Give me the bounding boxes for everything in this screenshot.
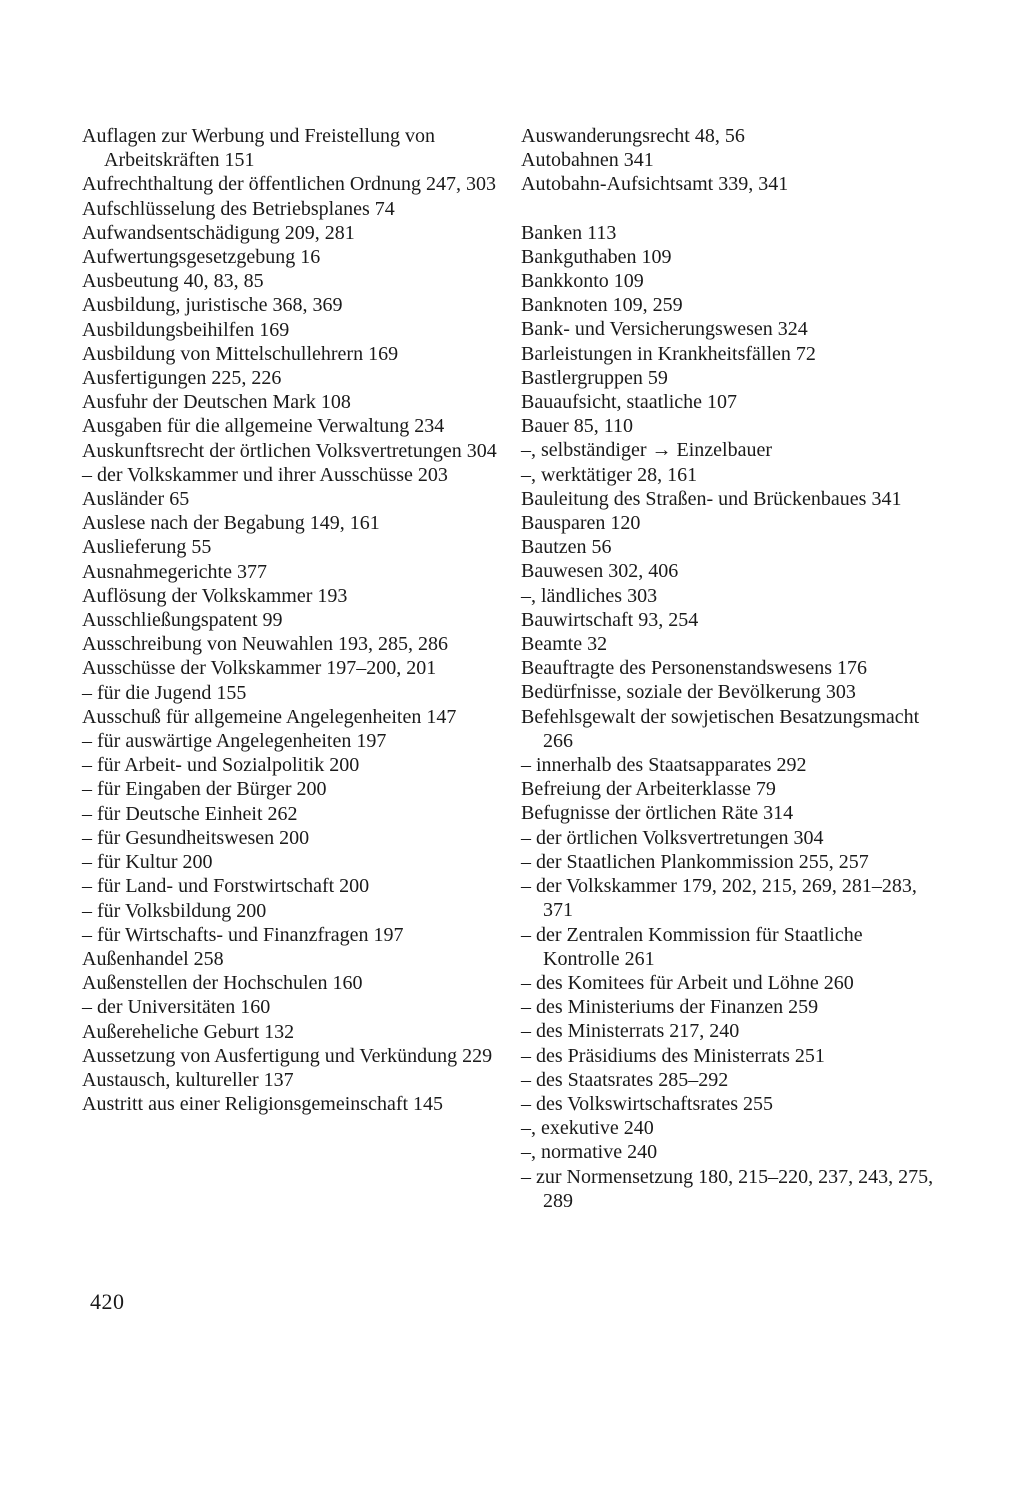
index-entry: Austritt aus einer Religionsgemeinschaft 145 <box>82 1093 444 1116</box>
index-entry: Bauer 85, 110 <box>521 415 634 438</box>
index-entry: Außenhandel 258 <box>82 947 224 970</box>
index-entry: – des Präsidiums des Ministerrats 251 <box>521 1044 825 1067</box>
index-entry: – des Staatsrates 285–292 <box>521 1068 729 1091</box>
index-entry: – für Land- und Forstwirtschaft 200 <box>82 875 370 898</box>
index-entry: –, selbständiger → Einzelbauer <box>521 439 773 462</box>
index-entry: Ausschüsse der Volkskammer 197–200, 201 <box>82 657 437 680</box>
index-entry: Bank- und Versicherungswesen 324 <box>521 318 808 341</box>
index-entry: – der Volkskammer 179, 202, 215, 269, 281–283, 371 <box>521 875 917 922</box>
index-entry: – der Universitäten 160 <box>82 996 271 1019</box>
index-column-left <box>82 124 502 1116</box>
index-entry: Autobahnen 341 <box>521 149 654 172</box>
index-entry: Ausbildung von Mittelschullehrern 169 <box>82 342 399 365</box>
index-entry: – der Zentralen Kommission für Staatliche Kontrolle 261 <box>521 923 863 970</box>
index-entry: Befreiung der Arbeiterklasse 79 <box>521 778 776 801</box>
index-entry: – für Volksbildung 200 <box>82 899 267 922</box>
index-entry: – für auswärtige Angelegenheiten 197 <box>82 730 387 753</box>
index-entry: – des Ministerrats 217, 240 <box>521 1020 740 1043</box>
index-entry: Ausschreibung von Neuwahlen 193, 285, 286 <box>82 633 449 656</box>
index-entry: Bastlergruppen 59 <box>521 366 668 389</box>
index-entry: – für Gesundheitswesen 200 <box>82 826 310 849</box>
index-entry: Bauleitung des Straßen- und Brückenbaues 341 <box>521 487 902 510</box>
index-entry: Bankguthaben 109 <box>521 245 672 268</box>
index-entry: Aufschlüsselung des Betriebsplanes 74 <box>82 197 395 220</box>
page-number: 420 <box>90 1289 125 1314</box>
index-entry: Ausbildungsbeihilfen 169 <box>82 318 290 341</box>
index-entry: Barleistungen in Krankheitsfällen 72 <box>521 342 816 365</box>
index-entry: – zur Normensetzung 180, 215–220, 237, 243, 275, 289 <box>521 1165 934 1212</box>
index-entry: – für Wirtschafts- und Finanzfragen 197 <box>82 923 404 946</box>
index-entry: Bausparen 120 <box>521 512 641 535</box>
index-entry: Austausch, kultureller 137 <box>82 1068 294 1091</box>
index-entry: Auslieferung 55 <box>82 536 212 559</box>
index-entry: – für Arbeit- und Sozialpolitik 200 <box>82 754 360 777</box>
index-entry: – des Volkswirtschaftsrates 255 <box>521 1092 774 1115</box>
index-column-right <box>521 124 941 1213</box>
index-entry: Ausfuhr der Deutschen Mark 108 <box>82 391 351 414</box>
index-entry: Auskunftsrecht der örtlichen Volksvertretungen 304 <box>82 439 497 462</box>
index-entry: Bauwirtschaft 93, 254 <box>521 608 699 631</box>
index-entry: – des Ministeriums der Finanzen 259 <box>521 996 819 1019</box>
index-entry: Ausschuß für allgemeine Angelegenheiten 147 <box>82 705 457 728</box>
index-entry: Beamte 32 <box>521 633 608 656</box>
index-entry: Bankkonto 109 <box>521 270 644 293</box>
index-entry: Bauaufsicht, staatliche 107 <box>521 391 738 414</box>
index-entry: – für Deutsche Einheit 262 <box>82 802 298 825</box>
index-entry: –, ländliches 303 <box>521 584 658 607</box>
index-entry: Bauwesen 302, 406 <box>521 560 679 583</box>
index-entry: Banken 113 <box>521 221 617 244</box>
index-entry: Auflagen zur Werbung und Freistellung von Arbeitskräften 151 <box>82 125 435 172</box>
index-entry: Banknoten 109, 259 <box>521 294 683 317</box>
index-entry: –, exekutive 240 <box>521 1117 654 1140</box>
index-entry: – der örtlichen Volksvertretungen 304 <box>521 826 824 849</box>
index-entry: – der Staatlichen Plankommission 255, 257 <box>521 850 869 873</box>
index-entry: Auswanderungsrecht 48, 56 <box>521 125 745 147</box>
index-entry: Auslese nach der Begabung 149, 161 <box>82 512 380 535</box>
index-entry: – des Komitees für Arbeit und Löhne 260 <box>521 971 854 994</box>
index-entry: Ausgaben für die allgemeine Verwaltung 234 <box>82 415 445 438</box>
index-entry: – innerhalb des Staatsapparates 292 <box>521 754 807 777</box>
index-entry: Aufrechthaltung der öffentlichen Ordnung 247, 303 <box>82 173 496 196</box>
index-entry: Beauftragte des Personenstandswesens 176 <box>521 657 868 680</box>
index-entry: Aufwertungsgesetzgebung 16 <box>82 246 321 269</box>
index-entry: Außereheliche Geburt 132 <box>82 1020 295 1043</box>
index-entry: Ausnahmegerichte 377 <box>82 560 267 583</box>
index-entry: Ausbeutung 40, 83, 85 <box>82 270 264 293</box>
index-entry: Auflösung der Volkskammer 193 <box>82 584 348 607</box>
index-entry: Befehlsgewalt der sowjetischen Besatzungsmacht 266 <box>521 705 920 752</box>
index-entry: Befugnisse der örtlichen Räte 314 <box>521 802 794 825</box>
index-entry: –, werktätiger 28, 161 <box>521 463 698 486</box>
index-entry: Bautzen 56 <box>521 536 612 559</box>
index-entry: Ausbildung, juristische 368, 369 <box>82 294 343 317</box>
index-entry: Aufwandsentschädigung 209, 281 <box>82 221 355 244</box>
index-entry: – für Eingaben der Bürger 200 <box>82 778 327 801</box>
index-entry: Aussetzung von Ausfertigung und Verkündung 229 <box>82 1044 493 1067</box>
index-entry: –, normative 240 <box>521 1141 658 1164</box>
index-entry: – für Kultur 200 <box>82 851 213 874</box>
index-entry: Bedürfnisse, soziale der Bevölkerung 303 <box>521 681 856 704</box>
index-entry: – für die Jugend 155 <box>82 681 247 704</box>
index-entry: – der Volkskammer und ihrer Ausschüsse 203 <box>82 463 448 486</box>
index-entry: Ausschließungspatent 99 <box>82 609 283 632</box>
index-entry: Ausländer 65 <box>82 488 190 511</box>
index-entry: Ausfertigungen 225, 226 <box>82 367 282 390</box>
index-entry: Außenstellen der Hochschulen 160 <box>82 972 363 995</box>
index-entry: Autobahn-Aufsichtsamt 339, 341 <box>521 173 789 196</box>
